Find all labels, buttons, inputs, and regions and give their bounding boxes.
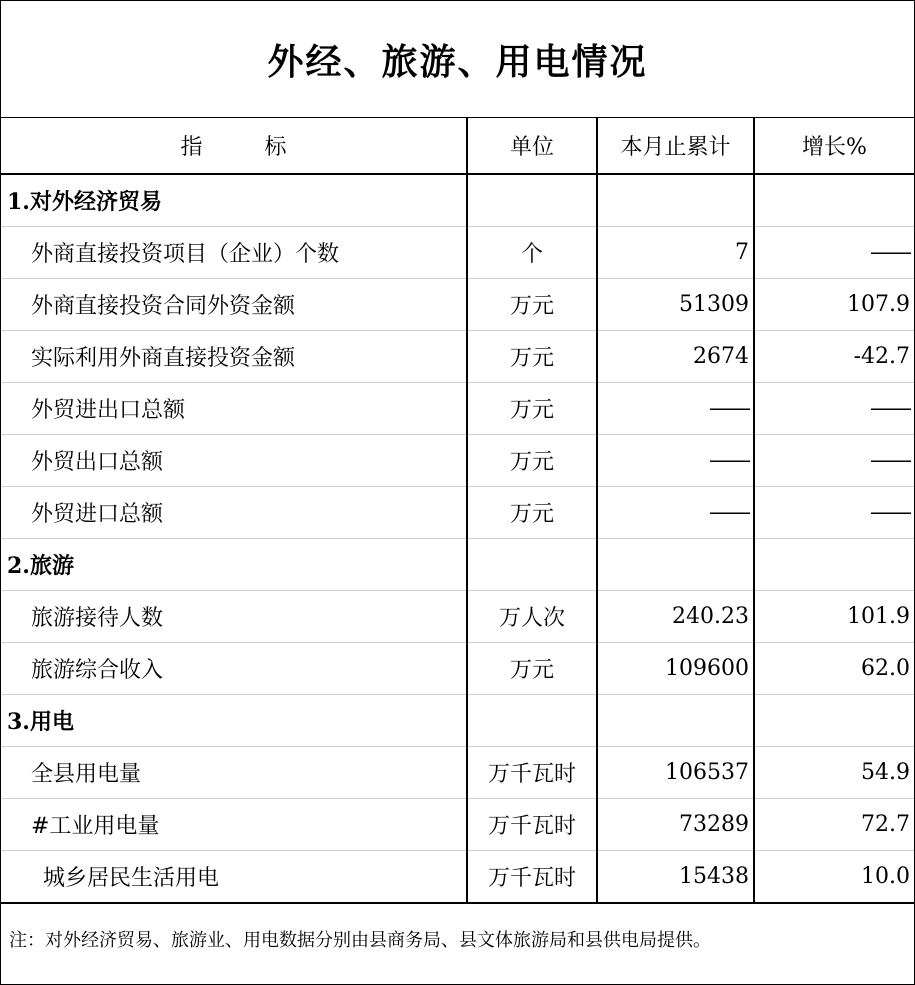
row-unit: 万千瓦时 (467, 799, 597, 851)
table-row (1, 227, 914, 279)
row-name: #工业用电量 (1, 799, 467, 851)
header-growth: 增长% (754, 118, 914, 174)
row-name: 外贸进口总额 (1, 487, 467, 539)
row-value: 73289 (597, 799, 754, 851)
table-row (1, 487, 914, 539)
row-unit: 万元 (467, 383, 597, 435)
row-growth: —— (754, 227, 914, 279)
row-value: —— (597, 383, 754, 435)
section-row (1, 539, 914, 591)
row-growth: 62.0 (754, 643, 914, 695)
row-name: 全县用电量 (1, 747, 467, 799)
row-value: 106537 (597, 747, 754, 799)
row-value: 51309 (597, 279, 754, 331)
row-name: 城乡居民生活用电 (1, 851, 467, 904)
table-row (1, 279, 914, 331)
section-label: 2.旅游 (1, 539, 467, 591)
header-indicator-char-1: 指 (180, 135, 203, 160)
footnote: 注：对外经济贸易、旅游业、用电数据分别由县商务局、县文体旅游局和县供电局提供。 (9, 930, 711, 951)
row-growth: -42.7 (754, 331, 914, 383)
row-growth: 72.7 (754, 799, 914, 851)
row-value: 15438 (597, 851, 754, 904)
row-value: —— (597, 435, 754, 487)
row-name: 旅游接待人数 (1, 591, 467, 643)
page-title: 外经、旅游、用电情况 (1, 1, 914, 118)
section-label: 1.对外经济贸易 (1, 174, 467, 227)
row-value: —— (597, 487, 754, 539)
row-unit: 个 (467, 227, 597, 279)
table-row (1, 591, 914, 643)
row-value: 7 (597, 227, 754, 279)
row-unit: 万元 (467, 643, 597, 695)
row-unit: 万千瓦时 (467, 851, 597, 904)
row-name: 外商直接投资合同外资金额 (1, 279, 467, 331)
table-row (1, 435, 914, 487)
data-table (1, 118, 914, 904)
row-unit: 万元 (467, 331, 597, 383)
header-row (1, 118, 914, 174)
header-cumulative: 本月止累计 (597, 118, 754, 174)
row-growth: 101.9 (754, 591, 914, 643)
section-label: 3.用电 (1, 695, 467, 747)
row-growth: —— (754, 383, 914, 435)
row-value: 2674 (597, 331, 754, 383)
header-unit: 单位 (467, 118, 597, 174)
row-unit: 万千瓦时 (467, 747, 597, 799)
row-growth: 10.0 (754, 851, 914, 904)
table-row (1, 331, 914, 383)
row-unit: 万人次 (467, 591, 597, 643)
row-growth: —— (754, 435, 914, 487)
row-growth: 54.9 (754, 747, 914, 799)
row-growth: 107.9 (754, 279, 914, 331)
row-growth: —— (754, 487, 914, 539)
row-unit: 万元 (467, 279, 597, 331)
table-row (1, 643, 914, 695)
row-value: 109600 (597, 643, 754, 695)
row-name: 实际利用外商直接投资金额 (1, 331, 467, 383)
section-row (1, 174, 914, 227)
table-row (1, 851, 914, 904)
header-indicator-char-2: 标 (264, 135, 287, 160)
table-row (1, 747, 914, 799)
table-row (1, 799, 914, 851)
row-name: 外贸进出口总额 (1, 383, 467, 435)
header-indicator (1, 118, 467, 174)
table-row (1, 383, 914, 435)
section-row (1, 695, 914, 747)
row-name: 外商直接投资项目（企业）个数 (1, 227, 467, 279)
row-name: 外贸出口总额 (1, 435, 467, 487)
row-name: 旅游综合收入 (1, 643, 467, 695)
row-unit: 万元 (467, 435, 597, 487)
row-value: 240.23 (597, 591, 754, 643)
row-unit: 万元 (467, 487, 597, 539)
